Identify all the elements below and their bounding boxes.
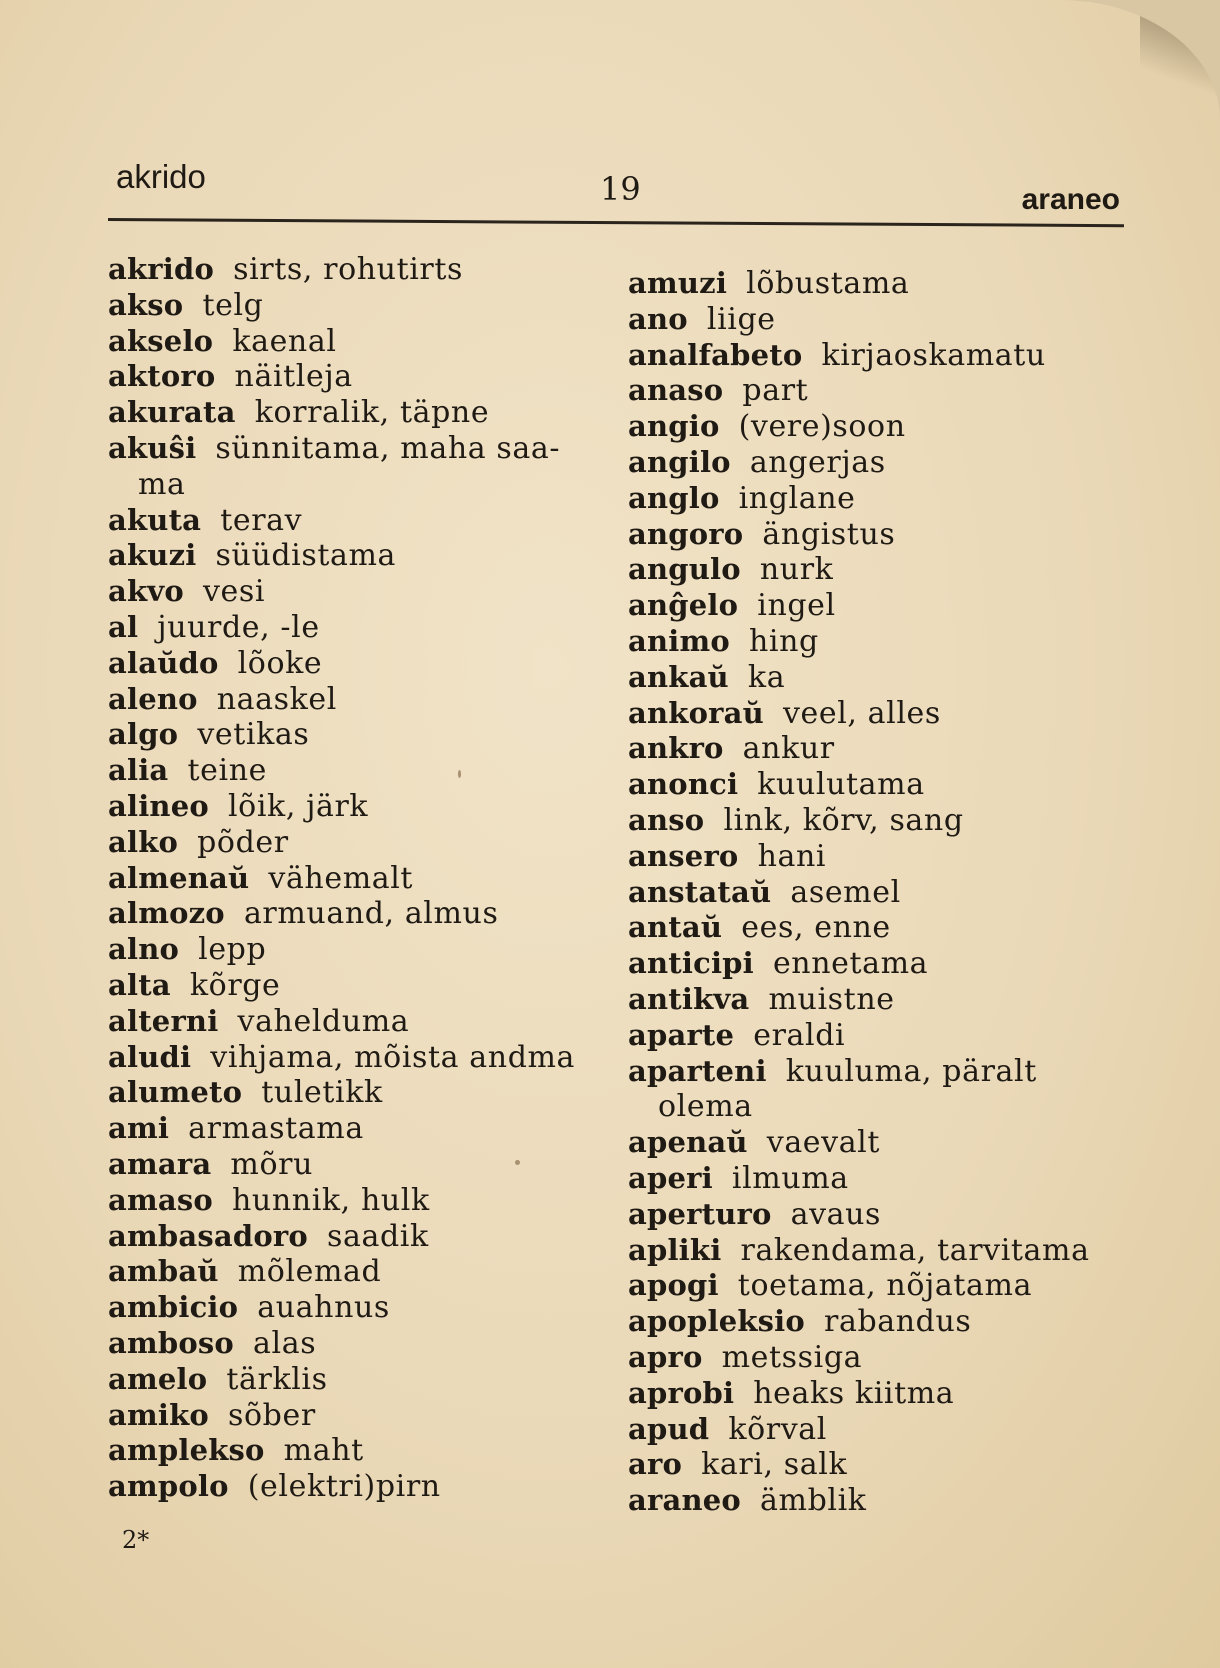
translation: heaks kiitma [753, 1375, 955, 1411]
translation: angerjas [749, 444, 886, 480]
headword: alaŭdo [108, 645, 219, 680]
dictionary-entry [628, 1376, 1108, 1412]
headword: ankoraŭ [628, 695, 764, 730]
headword: amelo [108, 1361, 208, 1396]
left-column [108, 252, 608, 1505]
dictionary-entry [108, 861, 608, 897]
headword: algo [108, 717, 179, 752]
right-guide-word: araneo [1021, 183, 1120, 216]
dictionary-entry [108, 682, 608, 718]
dictionary-entry [108, 1183, 608, 1219]
headword: akuta [108, 502, 202, 537]
headword: alineo [108, 788, 209, 823]
dictionary-entry [108, 1219, 608, 1255]
headword: ambicio [108, 1290, 239, 1325]
dictionary-entry [108, 968, 608, 1004]
translation: asemel [790, 874, 901, 910]
headword: ambaŭ [108, 1254, 219, 1289]
translation: lõbustama [746, 266, 910, 301]
headword: aprobi [628, 1375, 735, 1410]
headword: aro [628, 1447, 683, 1482]
headword: amara [108, 1146, 212, 1181]
headword: animo [628, 623, 730, 658]
dictionary-entry [628, 481, 1108, 517]
dictionary-entry [108, 1254, 608, 1290]
headword: anonci [628, 767, 739, 802]
dictionary-entry [628, 731, 1108, 767]
headword: akselo [108, 323, 214, 358]
paper-fleck [515, 1160, 520, 1165]
headword: alterni [108, 1003, 219, 1038]
translation: sõber [228, 1397, 316, 1433]
headword: akrido [108, 252, 214, 286]
headword: alia [108, 753, 169, 788]
translation: telg [202, 287, 264, 323]
translation: armuand, almus [243, 896, 499, 932]
translation: armastama [188, 1111, 364, 1147]
dictionary-entry [628, 1412, 1108, 1448]
translation: rakendama, tarvitama [740, 1232, 1090, 1268]
dictionary-entry [628, 839, 1108, 875]
headword: amaso [108, 1182, 213, 1217]
headword: aperturo [628, 1196, 772, 1231]
headword: angio [628, 409, 720, 444]
headword: alno [108, 932, 180, 967]
dictionary-entry [108, 825, 608, 861]
right-column [628, 266, 1108, 1519]
headword: anglo [628, 480, 720, 515]
translation: kõrge [189, 967, 281, 1003]
headword: alta [108, 967, 171, 1002]
translation: nurk [759, 552, 834, 588]
translation: ilmuma [731, 1160, 849, 1196]
translation: hunnik, hulk [232, 1182, 430, 1218]
dictionary-entry [108, 503, 608, 539]
dictionary-entry [108, 1433, 608, 1469]
translation: terav [220, 502, 303, 538]
headword: anso [628, 802, 705, 837]
translation: ees, enne [741, 910, 891, 946]
translation: saadik [326, 1218, 429, 1254]
headword: ankaŭ [628, 659, 729, 694]
dictionary-entry [628, 1054, 1108, 1126]
translation: vahelduma [237, 1003, 410, 1039]
headword: alko [108, 824, 179, 859]
dictionary-entry [108, 538, 608, 574]
dictionary-entry [108, 610, 608, 646]
headword: akso [108, 287, 184, 322]
paper-fleck [458, 770, 461, 778]
headword: aleno [108, 681, 198, 716]
headword: apogi [628, 1268, 719, 1303]
translation: alas [253, 1325, 317, 1361]
headword: akvo [108, 574, 184, 609]
dictionary-entry [628, 338, 1108, 374]
dictionary-entry [108, 1004, 608, 1040]
headword: akuzi [108, 538, 197, 573]
dictionary-entry [628, 767, 1108, 803]
translation: juurde, -le [157, 609, 320, 645]
translation: näitleja [234, 359, 353, 395]
headword: almozo [108, 896, 225, 931]
translation: metssiga [721, 1339, 863, 1375]
translation: teine [187, 753, 267, 789]
headword: amuzi [628, 266, 728, 300]
dictionary-entry [108, 1111, 608, 1147]
headword: amboso [108, 1325, 234, 1360]
headword: ampolo [108, 1469, 229, 1504]
headword: aparte [628, 1017, 735, 1052]
dictionary-entry [108, 574, 608, 610]
dictionary-entry [108, 753, 608, 789]
headword: angilo [628, 444, 731, 479]
translation: korralik, täpne [254, 395, 490, 431]
dictionary-entry [628, 445, 1108, 481]
headword: ambasadoro [108, 1218, 308, 1253]
translation: kõrval [728, 1411, 827, 1447]
translation: kari, salk [701, 1447, 848, 1483]
headword: antaŭ [628, 910, 723, 945]
headword: antikva [628, 981, 750, 1016]
dictionary-entry [108, 288, 608, 324]
translation: tärklis [226, 1361, 328, 1397]
dictionary-entry [628, 875, 1108, 911]
headword: aludi [108, 1039, 192, 1074]
headword: aperi [628, 1160, 713, 1195]
dictionary-entry [628, 266, 1108, 302]
dictionary-entry [628, 302, 1108, 338]
translation: eraldi [753, 1017, 846, 1053]
dictionary-entry [628, 409, 1108, 445]
dictionary-entry [108, 789, 608, 825]
translation: kirjaoskamatu [821, 337, 1046, 373]
translation: lõoke [237, 645, 323, 681]
headword: apenaŭ [628, 1125, 748, 1160]
headword: anticipi [628, 946, 754, 981]
translation: vesi [202, 574, 266, 610]
translation: vaevalt [766, 1125, 881, 1161]
dictionary-entry [108, 1326, 608, 1362]
translation: auahnus [257, 1290, 390, 1326]
dictionary-entry [628, 982, 1108, 1018]
translation: maht [283, 1433, 364, 1469]
headword: apro [628, 1339, 703, 1374]
page-number: 19 [600, 170, 641, 208]
dictionary-entry [628, 1197, 1108, 1233]
dictionary-entry [628, 1125, 1108, 1161]
dictionary-entry [108, 359, 608, 395]
translation: ingel [757, 588, 836, 624]
headword: aktoro [108, 359, 216, 394]
dictionary-entry [628, 588, 1108, 624]
translation: süüdistama [215, 538, 397, 574]
translation: (vere)soon [738, 409, 906, 445]
dictionary-entry [108, 1398, 608, 1434]
headword: araneo [628, 1483, 741, 1518]
headword: amplekso [108, 1433, 265, 1468]
headword: apud [628, 1411, 710, 1446]
dictionary-entry [628, 1483, 1108, 1519]
translation: ka [747, 659, 786, 695]
translation: sirts, rohutirts [233, 252, 464, 287]
translation: sünnitama, maha saa- ma [138, 430, 561, 502]
dictionary-entry [628, 373, 1108, 409]
dictionary-entry [108, 431, 608, 503]
dictionary-entry [108, 1290, 608, 1326]
dictionary-entry [628, 1233, 1108, 1269]
translation: inglane [738, 480, 856, 516]
dictionary-entry [628, 624, 1108, 660]
headword: anaso [628, 373, 724, 408]
dictionary-entry [108, 1362, 608, 1398]
headword: almenaŭ [108, 860, 250, 895]
dictionary-entry [108, 324, 608, 360]
translation: veel, alles [782, 695, 941, 731]
headword: akuŝi [108, 430, 197, 465]
dictionary-entry [628, 1304, 1108, 1340]
translation: link, kõrv, sang [723, 802, 964, 838]
translation: kuulutama [757, 767, 925, 803]
translation: naaskel [216, 681, 337, 717]
translation: ennetama [772, 946, 929, 982]
translation: ämblik [760, 1483, 867, 1519]
headword: amiko [108, 1397, 209, 1432]
translation: mõlemad [237, 1254, 382, 1290]
translation: muistne [768, 981, 895, 1017]
dictionary-entry [628, 1447, 1108, 1483]
headword: alumeto [108, 1075, 243, 1110]
dictionary-entry [108, 646, 608, 682]
translation: lõik, järk [227, 788, 369, 824]
headword: anĝelo [628, 588, 739, 623]
dictionary-entry [108, 1147, 608, 1183]
dictionary-entry [628, 1340, 1108, 1376]
translation: tuletikk [261, 1075, 383, 1111]
dictionary-entry [628, 946, 1108, 982]
translation: kaenal [232, 323, 337, 359]
translation: põder [197, 824, 289, 860]
translation: mõru [230, 1146, 313, 1182]
headword: ansero [628, 838, 739, 873]
headword: apliki [628, 1232, 722, 1267]
dictionary-entry [108, 252, 608, 288]
translation: vähemalt [268, 860, 414, 896]
dictionary-entry [108, 717, 608, 753]
headword: ami [108, 1111, 170, 1146]
headword: ankro [628, 731, 724, 766]
page-header [0, 0, 1220, 230]
dictionary-entry [628, 660, 1108, 696]
dictionary-entry [108, 1075, 608, 1111]
translation: ankur [742, 731, 835, 767]
dictionary-entry [628, 696, 1108, 732]
headword: ano [628, 301, 688, 336]
translation: toetama, nõjatama [737, 1268, 1033, 1304]
translation: hing [749, 623, 819, 659]
dictionary-entry [628, 910, 1108, 946]
dictionary-entry [628, 803, 1108, 839]
translation: lepp [198, 932, 267, 968]
translation: vetikas [197, 717, 310, 753]
translation: kuuluma, päralt olema [658, 1053, 1037, 1125]
dictionary-entry [628, 1268, 1108, 1304]
dictionary-entry [108, 932, 608, 968]
dictionary-entry [108, 1469, 608, 1505]
translation: rabandus [824, 1304, 972, 1340]
headword: akurata [108, 395, 236, 430]
signature-mark: 2* [122, 1526, 150, 1554]
translation: part [742, 373, 809, 409]
headword: angoro [628, 516, 744, 551]
left-guide-word: akrido [116, 158, 206, 195]
dictionary-entry [628, 517, 1108, 553]
dictionary-entry [108, 1040, 608, 1076]
translation: liige [706, 301, 776, 337]
dictionary-entry [628, 1018, 1108, 1054]
headword: angulo [628, 552, 741, 587]
headword: al [108, 609, 139, 644]
dictionary-entry [628, 1161, 1108, 1197]
headword: anstataŭ [628, 874, 772, 909]
translation: (elektri)pirn [247, 1469, 441, 1505]
headword: apopleksio [628, 1304, 805, 1339]
translation: ängistus [762, 516, 896, 552]
dictionary-entry [108, 395, 608, 431]
dictionary-entry [628, 552, 1108, 588]
translation: avaus [790, 1196, 882, 1232]
translation: hani [757, 838, 827, 874]
header-rule [108, 218, 1124, 227]
headword: analfabeto [628, 337, 803, 372]
translation: vihjama, mõista andma [210, 1039, 576, 1075]
headword: aparteni [628, 1053, 767, 1088]
dictionary-entry [108, 896, 608, 932]
